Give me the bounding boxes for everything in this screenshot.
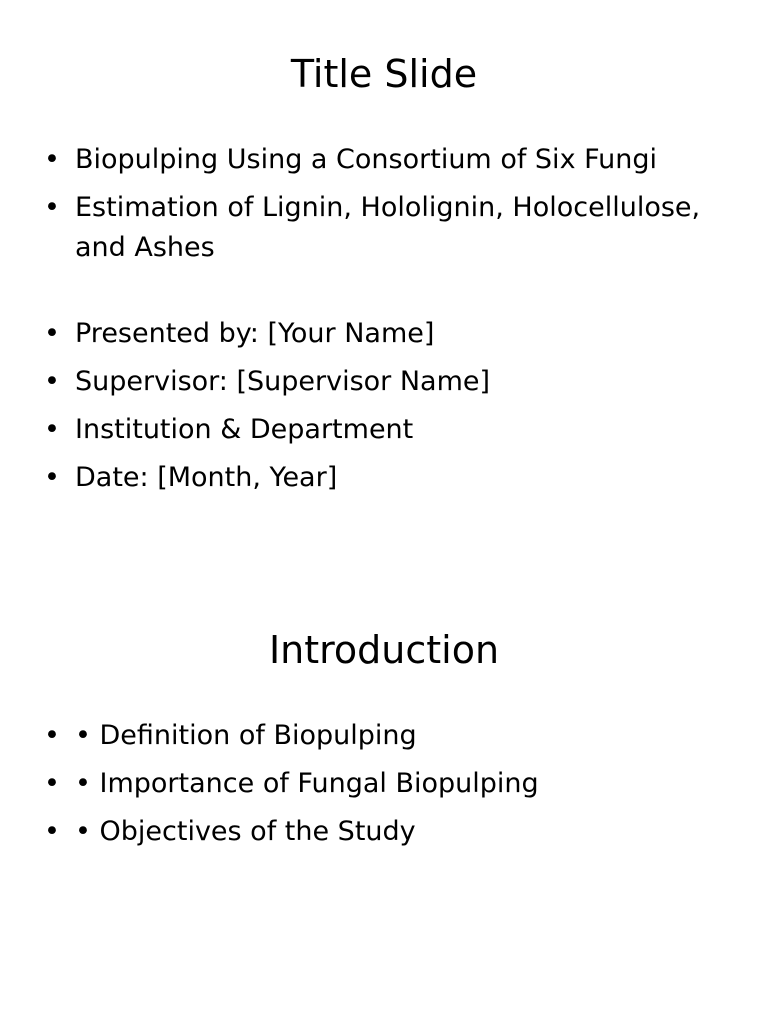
slide-title: Introduction xyxy=(268,628,500,672)
bullet-item xyxy=(44,410,734,450)
bullet-list xyxy=(44,140,734,506)
bullet-text: Presented by: [Your Name] xyxy=(75,318,435,349)
bullet-text: Date: [Month, Year] xyxy=(75,462,338,493)
bullet-list xyxy=(44,716,734,860)
bullet-text: Institution & Department xyxy=(75,414,414,445)
bullet-icon: • xyxy=(44,192,60,223)
bullet-item xyxy=(44,458,734,498)
bullet-icon: • xyxy=(44,318,60,349)
bullet-icon: • xyxy=(44,414,60,445)
bullet-item xyxy=(44,812,734,852)
slide-introduction xyxy=(0,576,768,1024)
bullet-text: Biopulping Using a Consortium of Six Fungi xyxy=(75,144,658,175)
bullet-text: • Definition of Biopulping xyxy=(75,720,417,751)
bullet-text: • Objectives of the Study xyxy=(75,816,416,847)
bullet-item xyxy=(44,716,734,756)
bullet-item xyxy=(44,140,734,180)
bullet-text: Supervisor: [Supervisor Name] xyxy=(75,366,491,397)
bullet-item xyxy=(44,764,734,804)
bullet-text: Estimation of Lignin, Hololignin, Holocellulose, and Ashes xyxy=(75,192,701,263)
slide-title: Title Slide xyxy=(290,52,478,96)
bullet-icon: • xyxy=(44,462,60,493)
bullet-text: • Importance of Fungal Biopulping xyxy=(75,768,539,799)
bullet-icon: • xyxy=(44,366,60,397)
bullet-icon: • xyxy=(44,144,60,175)
bullet-item xyxy=(44,362,734,402)
bullet-icon: • xyxy=(44,720,60,751)
bullet-icon: • xyxy=(44,816,60,847)
bullet-item xyxy=(44,314,734,354)
bullet-item xyxy=(44,188,734,268)
bullet-icon: • xyxy=(44,768,60,799)
